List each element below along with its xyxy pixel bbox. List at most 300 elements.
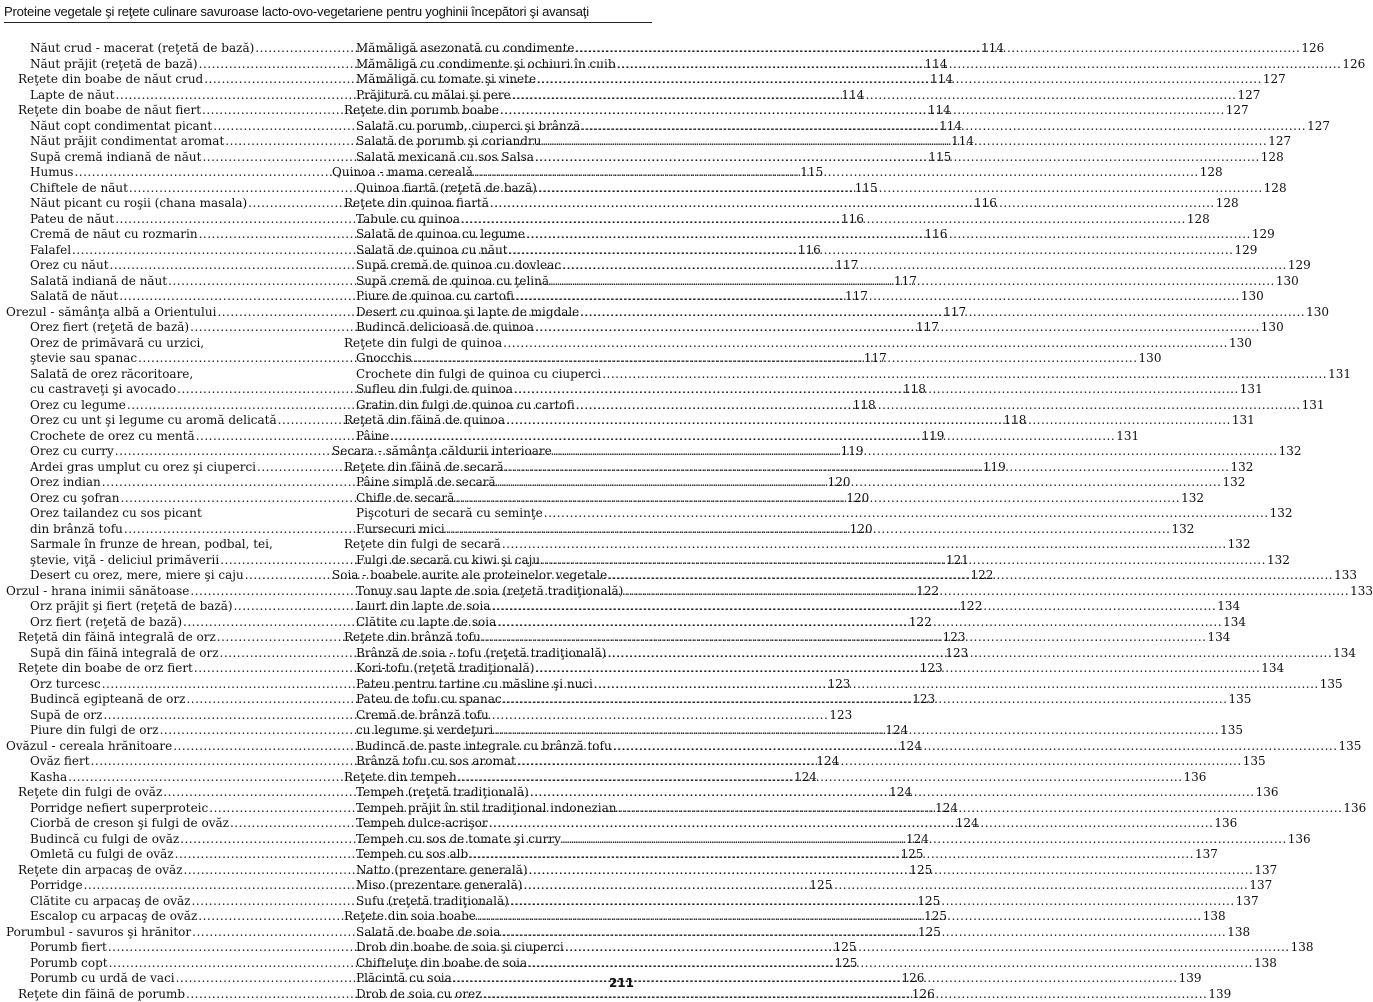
toc-entry-page: 124 [906,832,929,848]
toc-entry [6,336,306,352]
toc-entry [6,723,306,739]
toc-entry-leader [390,429,1115,445]
toc-entry-page: 136 [1214,816,1237,832]
toc-entry-page: 134 [1217,599,1240,615]
toc-entry-page: 136 [1288,832,1311,848]
toc-entry-page: 128 [1264,181,1287,197]
toc-entry [6,150,306,166]
toc-entry-leader [602,367,1327,383]
toc-entry-page: 120 [846,491,869,507]
toc-entry-page: 135 [1339,739,1362,755]
toc-entry-leader [482,630,1207,646]
toc-entry-page: 131 [1116,429,1139,445]
toc-entry-title: Budincă egipteană de orz [30,692,185,708]
toc-entry-leader [494,723,1219,739]
toc-entry [6,196,306,212]
toc-entry-title: Supă cremă de quinoa cu dovleac [356,258,561,274]
toc-entry-title: Clătite cu lapte de soia [356,615,496,631]
toc-entry-title: Humus [30,165,73,181]
toc-entry-page: 132 [1223,475,1246,491]
toc-entry-leader [526,227,1251,243]
toc-entry [6,847,306,863]
toc-entry-page: 126 [1342,57,1365,73]
toc-entry-title: Soia - boabele aurite ale proteinelor vegetale [332,568,607,584]
toc-entry-title: Falafel [30,243,71,259]
toc-entry-leader [453,971,1178,987]
toc-entry-title: Porumb fiert [30,940,107,956]
toc-entry-title: Tonuy sau lapte de soia (reţetă tradiţională) [356,584,623,600]
toc-entry-title: Brânză tofu cu sos aromat [356,754,516,770]
toc-entry-page: 132 [1172,522,1195,538]
toc-entry-page: 125 [918,925,941,941]
toc-entry [332,801,638,817]
toc-entry-page: 123 [829,708,852,724]
toc-entry-page: 115 [928,150,951,166]
toc-entry-leader [581,119,1306,135]
toc-entry-leader [517,754,1242,770]
toc-entry-title: Reţete din fulgi de ovăz [18,785,162,801]
toc-entry [6,832,306,848]
toc-entry-leader [562,832,1287,848]
toc-entry-title: din brânză tofu [30,522,123,538]
toc-entry-title: Orzul - hrana inimii sănătoase [6,584,189,600]
toc-entry-title: Năut prăjit condimentat aromat [30,134,224,150]
toc-entry-leader [553,444,1278,460]
toc-entry-page: 134 [1208,630,1231,646]
toc-entry [6,367,306,383]
toc-entry [332,987,638,1002]
toc-entry [332,739,638,755]
toc-entry-title: Desert cu orez, mere, miere şi caju [30,568,244,584]
toc-entry-title: Iaurt din lapte de soia [356,599,490,615]
toc-entry-title: Gratin din fulgi de quinoa cu cartofi [356,398,575,414]
toc-entry-page: 114 [928,103,951,119]
toc-entry-title: Porumb cu urdă de vaci [30,971,175,987]
toc-entry [332,382,638,398]
toc-entry-page: 128 [1216,196,1239,212]
toc-entry-page: 124 [794,770,817,786]
page-number: 211 [609,976,634,990]
toc-entry-title: Mămăligă cu tomate şi vinete [356,72,536,88]
toc-entry [6,320,306,336]
toc-entry-title: Reţete din boabe de năut crud [18,72,203,88]
toc-entry [6,971,306,987]
toc-entry [332,816,638,832]
toc-entry-leader [461,212,1186,228]
toc-entry-title: Reţete din făină de secară [344,460,504,476]
toc-entry [6,88,306,104]
toc-entry [6,460,306,476]
toc-entry-leader [535,320,1260,336]
toc-entry [332,630,638,646]
toc-entry-page: 135 [1228,692,1251,708]
toc-entry [6,274,306,290]
toc-entry-title: Reţete din tempeh [344,770,457,786]
toc-entry-title: Orz fiert (reţetă de bază) [30,615,182,631]
toc-entry-page: 120 [850,522,873,538]
toc-entry-leader [458,770,1183,786]
toc-entry-page: 123 [912,692,935,708]
toc-entry-page: 124 [956,816,979,832]
toc-entry-page: 117 [894,274,917,290]
toc-entry-page: 125 [809,878,832,894]
toc-entry [6,754,306,770]
toc-entry-page: 127 [1263,72,1286,88]
toc-entry-leader [523,878,1248,894]
toc-entry-title: Orez fiert (reţetă de bază) [30,320,189,336]
toc-entry-title: Chiftele de năut [30,181,128,197]
toc-entry [332,785,638,801]
toc-entry-leader [594,677,1319,693]
toc-entry-title: Mămăligă cu condimente şi ochiuri în cuib [356,57,616,73]
toc-entry-title: Reţete din boabe de orz fiert [18,661,193,677]
toc-entry [6,801,306,817]
toc-entry-page: 134 [1261,661,1284,677]
toc-entry-page: 114 [939,119,962,135]
toc-entry-leader [469,847,1194,863]
toc-entry [332,568,638,584]
toc-entry-title: Reţete din fulgi de secară [344,537,501,553]
toc-entry-page: 127 [1307,119,1330,135]
toc-entry-page: 117 [943,305,966,321]
toc-entry [6,382,306,398]
toc-entry-page: 123 [920,661,943,677]
toc-entry-title: Salată de năut [30,289,118,305]
toc-entry-title: Salată de porumb şi coriandru [356,134,541,150]
toc-entry-title: Pateu pentru tartine cu măsline şi nuci [356,677,593,693]
toc-entry [332,289,638,305]
toc-entry-page: 114 [930,72,953,88]
toc-entry-title: Supă cremă de quinoa cu ţelină [356,274,549,290]
toc-entry-page: 134 [1333,646,1356,662]
toc-entry [6,398,306,414]
toc-entry-title: Supă cremă indiană de năut [30,150,201,166]
toc-entry [332,72,638,88]
toc-entry-page: 123 [828,677,851,693]
toc-entry [332,832,638,848]
toc-entry-page: 125 [917,894,940,910]
toc-entry-title: Pâine simplă de secară [356,475,496,491]
toc-entry-title: Gnocchis [356,351,412,367]
toc-entry [332,41,638,57]
toc-entry [6,956,306,972]
toc-entry [6,506,306,522]
toc-entry-page: 132 [1270,506,1293,522]
toc-entry [6,165,306,181]
toc-entry-page: 119 [841,444,864,460]
toc-entry-title: Prăjitură cu mălai şi pere [356,88,511,104]
toc-entry-title: Orez cu năut [30,258,109,274]
toc-entry-leader [491,599,1216,615]
toc-entry-title: Piure de quinoa cu cartofi [356,289,514,305]
toc-entry-page: 130 [1241,289,1264,305]
toc-entry-leader [497,615,1222,631]
toc-entry-leader [608,568,1333,584]
toc-entry [332,119,638,135]
toc-entry-page: 137 [1195,847,1218,863]
toc-entry [332,429,638,445]
toc-entry-page: 136 [1343,801,1366,817]
toc-entry-title: Crochete din fulgi de quinoa cu ciuperci [356,367,601,383]
toc-entry [6,739,306,755]
toc-entry-page: 124 [889,785,912,801]
toc-entry-title: Omletă cu fulgi de ovăz [30,847,174,863]
toc-entry-title: Kasha [30,770,67,786]
toc-entry-page: 137 [1249,878,1272,894]
toc-entry [6,553,306,569]
toc-entry [332,196,638,212]
toc-entry-leader [489,816,1214,832]
toc-entry-title: Orz prăjit şi fiert (reţetă de bază) [30,599,233,615]
toc-entry-title: Ovăzul - cereala hrănitoare [6,739,172,755]
toc-entry-page: 116 [974,196,997,212]
toc-entry [6,661,306,677]
toc-entry-leader [514,382,1239,398]
toc-entry-leader [618,801,1343,817]
toc-entry-title: Reţetă din făină integrală de orz [18,630,216,646]
toc-entry-leader [474,165,1199,181]
toc-entry-title: Fursecuri mici [356,522,445,538]
toc-entry [332,956,638,972]
toc-entry [6,475,306,491]
toc-entry-page: 132 [1279,444,1302,460]
toc-entry-title: Reţete din arpacaş de ovăz [18,863,183,879]
toc-entry-leader [510,894,1235,910]
toc-entry [332,708,638,724]
toc-entry-title: Plăcintă cu soia [356,971,452,987]
toc-entry-title: Tempeh dulce-acrişor [356,816,488,832]
toc-entry [332,770,638,786]
toc-entry-page: 125 [909,863,932,879]
toc-entry-page: 139 [1208,987,1231,1002]
toc-entry-page: 133 [1334,568,1357,584]
toc-entry [332,615,638,631]
toc-entry [6,429,306,445]
toc-entry [332,57,638,73]
toc-entry-leader [497,475,1222,491]
toc-entry-page: 134 [1223,615,1246,631]
toc-entry-title: Mămăligă asezonată cu condimente [356,41,575,57]
toc-entry-leader [528,956,1253,972]
toc-entry-title: Tabule cu quinoa [356,212,460,228]
toc-entry-title: Pateu de tofu cu spanac [356,692,502,708]
toc-entry [6,770,306,786]
toc-entry [332,754,638,770]
toc-entry-page: 119 [922,429,945,445]
toc-entry-title: Drob din boabe de soia şi ciuperci [356,940,564,956]
toc-left-column [6,41,306,1002]
toc-entry [332,320,638,336]
toc-entry-title: Reţete din brânză tofu [344,630,481,646]
toc-entry-title: Piure din fulgi de orz [30,723,159,739]
toc-entry-title: Salată mexicană cu sos Salsa [356,150,534,166]
toc-entry-page: 135 [1243,754,1266,770]
toc-entry-page: 129 [1252,227,1275,243]
toc-entry-title: Salată de boabe de soia [356,925,500,941]
toc-entry-title: Quinoa - mama cerealǎ [332,165,473,181]
toc-entry-leader [535,661,1260,677]
toc-entry-page: 126 [912,987,935,1002]
toc-entry-title: Orz turcesc [30,677,101,693]
toc-entry [6,677,306,693]
toc-entry-page: 131 [1328,367,1351,383]
toc-entry-title: ştevie sau spanac [30,351,137,367]
toc-entry-page: 117 [835,258,858,274]
toc-entry-page: 127 [1268,134,1291,150]
toc-entry [6,615,306,631]
toc-entry [6,646,306,662]
toc-entry-title: Porumbul - savuros şi hrănitor [6,925,191,941]
toc-entry-page: 122 [971,568,994,584]
toc-entry-page: 131 [1240,382,1263,398]
toc-entry-page: 130 [1276,274,1299,290]
toc-entry [6,630,306,646]
toc-entry [332,444,638,460]
toc-entry-page: 138 [1291,940,1314,956]
toc-entry-title: Tempeh cu sos alb [356,847,468,863]
toc-entry [332,336,638,352]
toc-entry [332,661,638,677]
toc-entry-page: 120 [828,475,851,491]
toc-entry [6,491,306,507]
toc-entry [6,894,306,910]
toc-entry [6,212,306,228]
toc-entry-title: Năut crud - macerat (reţetă de bază) [30,41,254,57]
toc-entry-title: Cremă de brânză tofu [356,708,489,724]
toc-entry-title: Quinoa fiartă (reţetă de bază) [356,181,537,197]
toc-entry [332,243,638,259]
toc-entry-leader [506,413,1231,429]
toc-entry [6,522,306,538]
toc-entry-title: Escalop cu arpacaş de ovăz [30,909,197,925]
toc-entry-page: 129 [1234,243,1257,259]
toc-entry [332,847,638,863]
toc-entry-title: Supă din făină integrală de orz [30,646,219,662]
toc-entry [332,506,638,522]
toc-entry-leader [607,646,1332,662]
toc-entry-page: 114 [924,57,947,73]
toc-entry-page: 116 [841,212,864,228]
toc-entry-page: 114 [951,134,974,150]
toc-entry [332,940,638,956]
toc-entry-title: ştevie, viţă - deliciul primăverii [30,553,219,569]
toc-entry-title: Reţetă din făină de quinoa [344,413,505,429]
toc-entry-title: Ciorbă de creson şi fulgi de ovăz [30,816,229,832]
toc-entry [6,568,306,584]
toc-entry [6,119,306,135]
toc-entry-page: 128 [1261,150,1284,166]
toc-entry-leader [538,181,1263,197]
toc-entry-page: 114 [981,41,1004,57]
toc-entry-title: Reţete din soia boabe [344,909,476,925]
toc-entry-title: Sufu (reţetă tradiţională) [356,894,509,910]
toc-entry [6,103,306,119]
toc-entry-title: cu castraveţi şi avocado [30,382,176,398]
toc-entry-page: 126 [1301,41,1324,57]
toc-entry [6,599,306,615]
toc-entry-page: 115 [855,181,878,197]
toc-entry-page: 132 [1228,537,1251,553]
toc-entry-title: Porumb copt [30,956,108,972]
toc-entry [332,258,638,274]
toc-entry-title: Orez indian [30,475,101,491]
toc-entry-leader [544,506,1269,522]
toc-entry-leader [503,336,1228,352]
toc-entry [332,165,638,181]
toc-entry-leader [624,584,1349,600]
toc-entry-title: Salată cu porumb, ciuperci şi brânză [356,119,580,135]
toc-entry-leader [565,940,1290,956]
toc-entry-page: 115 [800,165,823,181]
toc-entry [6,987,306,1002]
toc-entry [6,72,306,88]
toc-entry-page: 130 [1306,305,1329,321]
toc-entry-title: Sufleu din fulgi de quinoa [356,382,513,398]
toc-entry-page: 125 [834,940,857,956]
toc-right-column [332,41,638,1002]
toc-entry-title: Natto (prezentare generală) [356,863,528,879]
toc-entry [332,212,638,228]
toc-entry [332,367,638,383]
toc-entry-page: 118 [853,398,876,414]
toc-entry-title: Clătite cu arpacaş de ovăz [30,894,191,910]
toc-entry [6,940,306,956]
toc-entry-title: Lapte de năut [30,88,115,104]
toc-entry-title: Sarmale în frunze de hrean, podbal, tei, [30,537,273,553]
toc-entry-title: Năut picant cu roşii (chana masala) [30,196,247,212]
toc-entry-page: 116 [924,227,947,243]
toc-entry-title: Salată de orez răcoritoare, [30,367,193,383]
toc-entry-page: 138 [1227,925,1250,941]
toc-entry [332,134,638,150]
toc-entry-title: cu legume şi verdeţuri [356,723,493,739]
toc-entry [6,57,306,73]
toc-entry-page: 125 [834,956,857,972]
toc-entry-title: Pişcoturi de secară cu seminţe [356,506,543,522]
toc-entry-page: 133 [1350,584,1373,600]
toc-entry [332,491,638,507]
toc-entry [6,584,306,600]
toc-entry-page: 123 [945,646,968,662]
toc-entry-title: Chifle de secară [356,491,454,507]
toc-entry-title: Reţete din făină de porumb [18,987,185,1002]
toc-entry [332,274,638,290]
toc-entry-title: Tempeh cu sos de tomate şi curry [356,832,561,848]
toc-entry-title: Orez cu şofran [30,491,120,507]
toc-entry-title: Drob de soia cu orez [356,987,482,1002]
toc-entry-title: Tempeh (reţetă tradiţională) [356,785,529,801]
toc-entry-title: Năut copt condimentat picant [30,119,212,135]
toc-entry [332,537,638,553]
toc-entry-page: 124 [899,739,922,755]
toc-entry-title: Secara - sămânţa căldurii interioare [332,444,552,460]
toc-entry-page: 117 [916,320,939,336]
toc-entry [332,878,638,894]
toc-entry-page: 137 [1236,894,1259,910]
toc-entry-page: 138 [1254,956,1277,972]
toc-entry-title: Chifteluţe din boabe de soia [356,956,527,972]
toc-entry [6,878,306,894]
toc-entry [6,925,306,941]
toc-entry-title: Salată de quinoa cu legume [356,227,525,243]
toc-entry-leader [512,88,1237,104]
toc-entry-page: 122 [916,584,939,600]
toc-entry-page: 135 [1220,723,1243,739]
toc-entry-page: 131 [1302,398,1325,414]
toc-entry-page: 123 [943,630,966,646]
toc-entry [332,460,638,476]
toc-entry-title: Fulgi de secară cu kiwi şi caju [356,553,540,569]
